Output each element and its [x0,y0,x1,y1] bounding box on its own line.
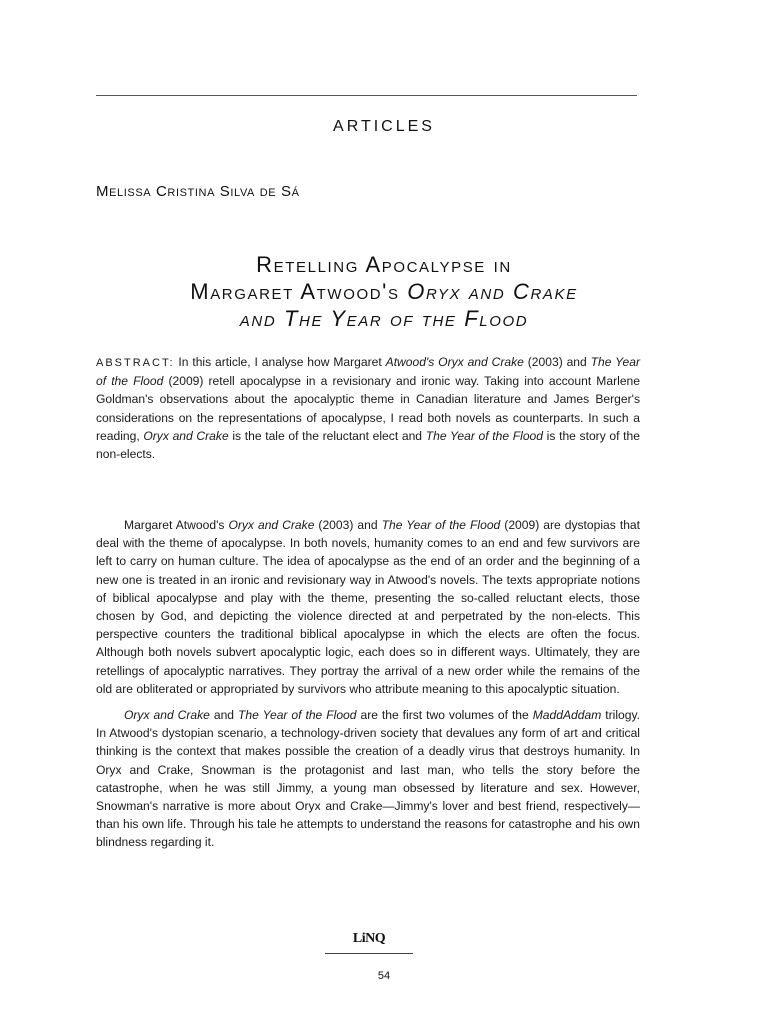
paragraph-text: The Year of the Flood [238,708,357,722]
abstract-text: (2003) and [523,355,591,369]
paragraph-text: MaddAddam [532,708,602,722]
paragraph-text: (2003) and [314,518,382,532]
title-line-2 [0,278,768,305]
title-line-3 [0,305,768,332]
body-paragraph-2 [96,706,640,852]
journal-logo: LiNQ [352,931,386,946]
paragraph-text: Oryx and Crake [228,518,315,532]
author-name: Melissa Cristina Silva de Sá [96,183,300,200]
abstract [96,353,640,463]
abstract-text: Oryx and Crake [143,428,229,443]
abstract-text: is the tale of the reluctant elect and [228,428,426,443]
page-number: 54 [377,970,391,982]
title-line-2-author: Margaret Atwood's [190,279,408,304]
abstract-text: The Year of the Flood [96,355,641,389]
title-and: and [239,306,284,331]
paragraph-text: The Year of the Flood [381,518,501,532]
abstract-label: ABSTRACT: [96,357,175,369]
abstract-text: In this article, I analyse how Margaret [174,355,386,369]
abstract-text: Atwood's Oryx and Crake [385,355,524,369]
abstract-text: (2009) retell apocalypse in a revisionary and ironic way. Taking into account Marlene Goldman's observations about the apocalyptic theme in Canadian literature and James Berger's considerations on the representations of apocalypse, I read both novels as counterparts. In such a reading, [96,374,640,443]
paragraph-text: Oryx and Crake [124,708,210,722]
title-oryx-and-crake: Oryx and Crake [407,279,578,304]
paragraph-text: Margaret Atwood's [124,518,229,532]
paragraph-text: trilogy. In Atwood's dystopian scenario, a technology-driven society that devalues any form of art and critical thinking is the context that makes possible the creation of a deadly virus that destroys humanity. In Oryx and Crake, Snowman is the protagonist and last man, who tells the story before the catastrophe, when he was still Jimmy, a young man obsessed by literature and sex. However, Snowman's narrative is more about Oryx and Crake—Jimmy's lover and best friend, respectively—than his own life. Through his tale he attempts to understand the reasons for catastrophe and his own blindness regarding it. [96,708,640,850]
logo-rule [325,953,413,954]
paragraph-text: and [209,708,238,722]
paragraph-text: (2009) are dystopias that deal with the theme of apocalypse. In both novels, humanity comes to an end and few survivors are left to carry on human culture. The idea of apocalypse as the end of an order and the beginning of a new one is treated in an ironic and revisionary way in Atwood's novels. The texts appropriate notions of biblical apocalypse and play with the theme, presenting the so-called reluctant elects, those chosen by God, and depicting the violence directed at and perpetrated by the non-elects. This perspective counters the traditional biblical apocalypse in which the elects are often the focus. Although both novels subvert apocalyptic logic, each does so in different ways. Ultimately, they are retellings of apocalyptic narratives. They portray the arrival of a new order while the remains of the old are obliterated or appropriated by survivors who attribute meaning to this apocalyptic situation. [96,518,641,696]
paragraph-text: are the first two volumes of the [356,708,533,722]
top-rule [96,95,637,96]
title-line-1: Retelling Apocalypse in [256,252,512,277]
body-paragraph-1 [96,516,640,698]
abstract-text: is the story of the non-elects. [96,428,640,462]
section-label: ARTICLES [333,118,435,135]
article-title [0,251,768,332]
abstract-text: The Year of the Flood [425,428,544,443]
title-year-of-the-flood: The Year of the Flood [283,306,529,331]
